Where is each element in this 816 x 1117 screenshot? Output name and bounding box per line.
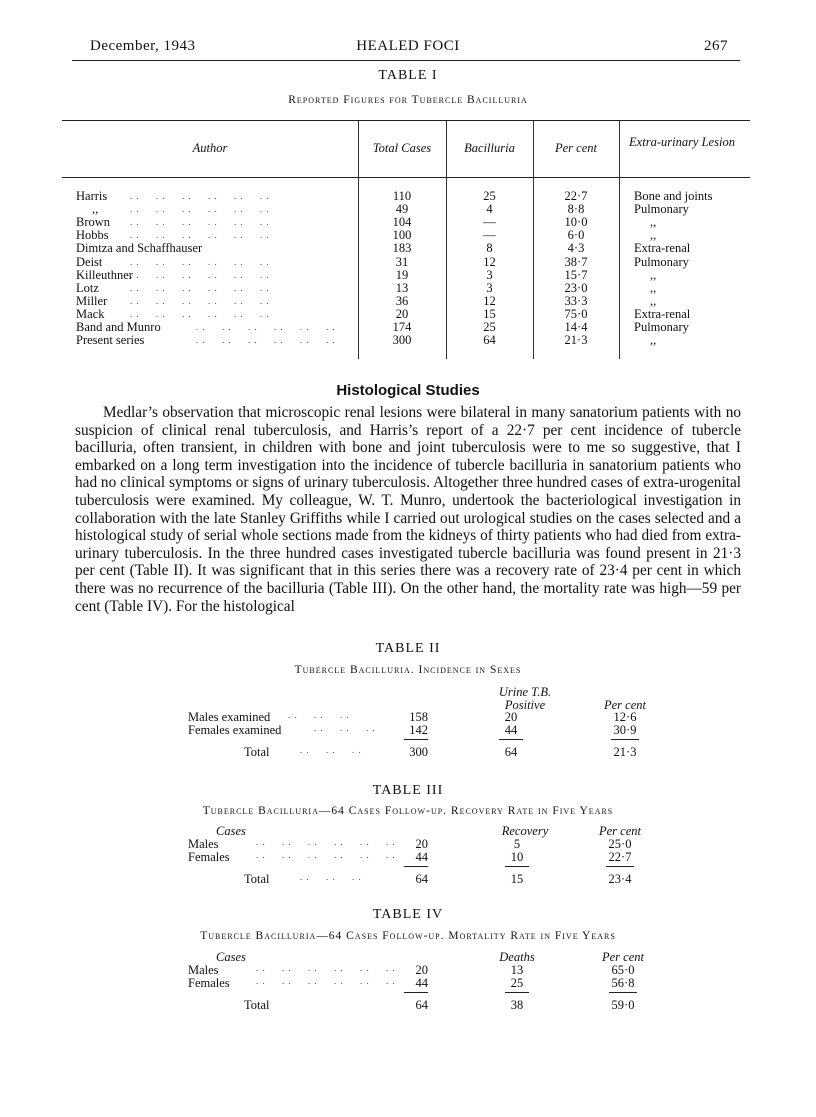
table1-author-cell: Deist <box>76 254 103 269</box>
table1-author-cell: Lotz <box>76 280 99 295</box>
table1-percent-cell: 23·0 <box>564 280 588 295</box>
table1-lesion-cell: Extra-renal <box>634 241 691 256</box>
table3-leader-dots: . . . . . . . . . . . . <box>256 850 396 860</box>
table1-total-cell: 183 <box>392 241 412 256</box>
table1-bacilluria-cell: 3 <box>486 280 493 295</box>
table1-total-cell: 13 <box>395 280 409 295</box>
table1-leader-dots: . . . . . . . . . . . . <box>130 256 270 267</box>
table1-percent-cell: 8·8 <box>567 202 585 217</box>
table4-leader-dots: . . . . . . . . . . . . <box>256 963 396 973</box>
table1-percent-cell: 21·3 <box>564 333 588 348</box>
table2-leader-dots: . . . . . . <box>288 710 350 720</box>
table3-value-rule <box>505 866 529 867</box>
table3-total-label: Total <box>244 872 270 886</box>
table1-bacilluria-cell: 12 <box>483 293 496 308</box>
table1-lesion-cell: ,, <box>650 293 657 308</box>
table1-col-lesion: Extra-urinary Lesion <box>629 135 735 149</box>
table1-bacilluria-cell: 4 <box>486 202 493 217</box>
table1-bacilluria-cell: 12 <box>483 254 496 269</box>
table4-col-deaths: Deaths <box>499 950 535 964</box>
table4-count-rule <box>404 992 428 993</box>
table1-bacilluria-cell: — <box>483 228 496 243</box>
table2-percent-cell: 12·6 <box>613 710 637 724</box>
table1-percent-cell: 15·7 <box>564 267 588 282</box>
table1-percent-cell: 75·0 <box>564 306 588 321</box>
paragraph-text: Medlar’s observation that microscopic renal lesions were bilateral in many sanatorium patients with no suspicion of clinical renal tuberculosis, and Harris’s report of a 22·7 per cent incidence of tubercle bacilluria, often transient, in children with bone and joint tuberculosis were to me so suggestive, that I embarked on a long term investigation into the incidence of tubercle bacilluria in sanatorium patients who had no clinical symptoms or signs of urinary tuberculosis. Altogether three hundred cases of extra-urogenital tuberculosis were examined. My colleague, W. T. Munro, undertook the bacteriological investigation in collaboration with the late Stanley Griffiths while I carried out urological studies on the cases selected and a histological study of serial whole sections made from the kidneys of thirty patients who had died from extra-urinary tuberculosis. In the three hundred cases investigated tubercle bacilluria was found present in 21·3 per cent (Table II). It was significant that in this series there was a recovery rate of 23·4 per cent in which there was no recurrence of the bacilluria (Table III). On the other hand, the mortality rate was high—59 per cent (Table IV). For the histological <box>75 404 741 615</box>
body-paragraph <box>75 404 741 615</box>
table1-leader-dots: . . . . . . . . . . . . <box>130 204 270 215</box>
table1-total-cell: 31 <box>395 254 409 269</box>
table3-value-cell: 5 <box>513 837 521 851</box>
table4-row-label: Males <box>188 963 219 977</box>
table4-col-cases: Cases <box>216 950 246 964</box>
table4-total-label: Total <box>244 998 270 1012</box>
table1-lesion-cell: Pulmonary <box>634 254 689 269</box>
table4-value-cell: 25 <box>510 976 524 990</box>
table2-total-label: Total <box>244 745 270 759</box>
table4-value-rule <box>505 992 529 993</box>
running-header-date: December, 1943 <box>90 38 196 54</box>
table2-value-cell: 44 <box>504 723 518 737</box>
table1-lesion-cell: ,, <box>650 267 657 282</box>
table3-count-cell: 20 <box>415 837 428 851</box>
table4-percent-cell: 56·8 <box>611 976 635 990</box>
table2-col-positive: Positive <box>504 698 546 712</box>
table1-subtitle: Reported Figures for Tubercle Bacilluria <box>288 94 528 106</box>
table3-col-cases: Cases <box>216 824 246 838</box>
table3-caption: TABLE III <box>372 783 444 798</box>
table1-lesion-cell: Pulmonary <box>634 202 689 217</box>
table1-body <box>0 190 816 360</box>
table1-bacilluria-cell: 8 <box>486 241 493 256</box>
table1-leader-dots: . . . . . . . . . . . . <box>130 230 270 241</box>
table1-bacilluria-cell: 25 <box>483 189 496 203</box>
table1-author-cell: ,, <box>92 202 99 217</box>
table2-row-label: Males examined <box>188 710 271 724</box>
table1-bacilluria-cell: — <box>483 215 496 230</box>
table3-percent-cell: 25·0 <box>608 837 632 851</box>
table4-total-percent: 59·0 <box>611 998 635 1012</box>
table3-count-cell: 44 <box>415 850 428 864</box>
table1-author-cell: Present series <box>76 333 145 348</box>
table1-author-cell: Harris <box>76 189 108 203</box>
table1-total-cell: 36 <box>395 293 409 308</box>
table1-leader-dots: . . . . . . . . . . . . <box>196 322 336 332</box>
table1-bacilluria-cell: 64 <box>483 333 496 348</box>
table2-total-count: 300 <box>409 745 428 759</box>
table3-leader-dots: . . . . . . . . . . . . <box>256 837 396 847</box>
table2-count-cell: 142 <box>409 723 428 737</box>
table2-value-cell: 20 <box>504 710 518 724</box>
table2-leader-dots: . . . . . . <box>314 723 376 733</box>
table1-author-cell: Brown <box>76 215 111 230</box>
table1-bacilluria-cell: 25 <box>483 320 496 334</box>
table1-percent-cell: 22·7 <box>564 189 588 203</box>
table4-count-cell: 44 <box>415 976 428 990</box>
table1-total-cell: 100 <box>392 228 412 243</box>
table1-col-bacilluria: Bacilluria <box>464 141 515 155</box>
table2-percent-rule <box>611 739 639 740</box>
table2-row-label: Females examined <box>188 723 282 737</box>
table4-row-label: Females <box>188 976 230 990</box>
table1-leader-dots: . . . . . . . . . . . . <box>130 269 270 280</box>
table1-lesion-cell: ,, <box>650 228 657 243</box>
table1-leader-dots: . . . . . . . . . . . . <box>130 282 270 293</box>
table2-value-rule <box>499 739 523 740</box>
table1-caption: TABLE I <box>378 68 438 83</box>
table1-percent-cell: 33·3 <box>564 293 588 308</box>
page-number: 267 <box>704 38 728 54</box>
table4-percent-rule <box>609 992 637 993</box>
table2-count-rule <box>404 739 428 740</box>
table1-total-cell: 174 <box>392 320 412 334</box>
table1-lesion-cell: Bone and joints <box>634 189 713 203</box>
table1-col-total: Total Cases <box>372 141 432 155</box>
table1-lesion-cell: Pulmonary <box>634 320 689 334</box>
table2-total-percent: 21·3 <box>613 745 637 759</box>
table4-total-count: 64 <box>415 998 428 1012</box>
table1-percent-cell: 4·3 <box>567 241 585 256</box>
table1-author-cell: Mack <box>76 306 105 321</box>
table1-total-cell: 49 <box>395 202 409 217</box>
table3-row-label: Males <box>188 837 219 851</box>
table1-total-cell: 20 <box>395 306 409 321</box>
table3-count-rule <box>404 866 428 867</box>
table2-col-percent: Per cent <box>604 698 646 712</box>
header-rule <box>72 60 740 61</box>
table2-total-value: 64 <box>504 745 518 759</box>
table3-total-count: 64 <box>415 872 428 886</box>
table1-col-percent: Per cent <box>555 141 597 155</box>
table2-col-urine: Urine T.B. <box>498 685 552 699</box>
table1-total-cell: 300 <box>392 333 412 348</box>
running-header-title: HEALED FOCI <box>356 38 460 54</box>
table3-col-percent: Per cent <box>599 824 641 838</box>
table1-header-rule <box>62 177 750 178</box>
table3-col-recovery: Recovery <box>501 824 549 838</box>
table3-subtitle: Tubercle Bacilluria—64 Cases Follow-up. Recovery Rate in Five Years <box>202 805 614 817</box>
table3-percent-cell: 22·7 <box>608 850 632 864</box>
section-heading: Histological Studies <box>336 382 480 399</box>
table1-leader-dots: . . . . . . . . . . . . <box>130 191 270 201</box>
table2-count-cell: 158 <box>409 710 428 724</box>
table1-leader-dots: . . . . . . . . . . . . <box>196 335 336 346</box>
table1-leader-dots: . . . . . . . . . . . . <box>130 217 270 228</box>
table4-count-cell: 20 <box>415 963 428 977</box>
table1-leader-dots: . . . . . . . . . . . . <box>130 308 270 319</box>
table1-bacilluria-cell: 15 <box>483 306 496 321</box>
table3-row-label: Females <box>188 850 230 864</box>
table1-lesion-cell: ,, <box>650 333 657 348</box>
table2-percent-cell: 30·9 <box>613 723 637 737</box>
table1-author-cell: Band and Munro <box>76 320 161 334</box>
table2-leader-dots: . . . . . . <box>300 745 362 755</box>
table4-caption: TABLE IV <box>372 907 444 922</box>
table1-col-author: Author <box>192 141 228 155</box>
table1-lesion-cell: ,, <box>650 215 657 230</box>
table2-subtitle: Tubercle Bacilluria. Incidence in Sexes <box>294 664 522 676</box>
table4-subtitle: Tubercle Bacilluria—64 Cases Follow-up. Mortality Rate in Five Years <box>200 930 616 942</box>
table3-value-cell: 10 <box>510 850 524 864</box>
table1-author-cell: Hobbs <box>76 228 109 243</box>
table4-percent-cell: 65·0 <box>611 963 635 977</box>
table1-author-cell: Miller <box>76 293 108 308</box>
table4-col-percent: Per cent <box>602 950 644 964</box>
table3-total-percent: 23·4 <box>608 872 632 886</box>
table1-author-cell: Killeuthner <box>76 267 133 282</box>
table3-percent-rule <box>606 866 634 867</box>
table3-leader-dots: . . . . . . <box>300 872 362 882</box>
table3-total-value: 15 <box>510 872 524 886</box>
table1-leader-dots: . . . . . . . . . . . . <box>130 295 270 306</box>
table1-total-cell: 110 <box>392 189 412 203</box>
table2-caption: TABLE II <box>375 641 441 656</box>
table1-percent-cell: 14·4 <box>564 320 588 334</box>
table1-total-cell: 104 <box>392 215 412 230</box>
table1-author-cell: Dimtza and Schaffhauser <box>76 241 203 256</box>
table1-lesion-cell: ,, <box>650 280 657 295</box>
table4-total-value: 38 <box>510 998 524 1012</box>
table4-value-cell: 13 <box>510 963 524 977</box>
table1-percent-cell: 10·0 <box>564 215 588 230</box>
table1-total-cell: 19 <box>395 267 409 282</box>
table1-percent-cell: 6·0 <box>567 228 585 243</box>
table1-lesion-cell: Extra-renal <box>634 306 691 321</box>
table4-leader-dots: . . . . . . . . . . . . <box>256 976 396 986</box>
table1-top-rule <box>62 120 750 121</box>
table1-percent-cell: 38·7 <box>564 254 588 269</box>
table1-bacilluria-cell: 3 <box>486 267 493 282</box>
